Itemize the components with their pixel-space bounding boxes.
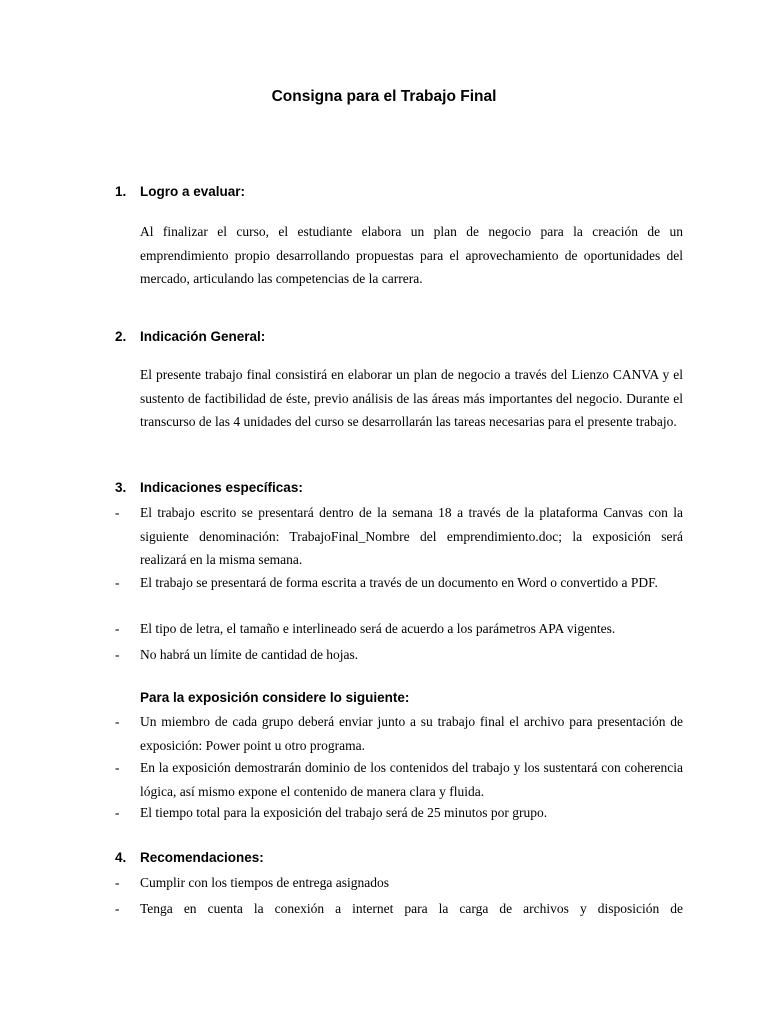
list-item-text: El trabajo se presentará de forma escrita a través de un documento en Word o convertido a PDF. [140, 575, 658, 590]
list-item-text: El tiempo total para la exposición del trabajo será de 25 minutos por grupo. [140, 805, 548, 820]
document-title: Consigna para el Trabajo Final [271, 88, 497, 105]
section-heading-indicacion-general [115, 329, 265, 344]
list-item-text: En la exposición demostrarán dominio de los contenidos del trabajo y los sustentará con coherencia lógica, así mismo expone el contenido de manera clara y fluida. [140, 760, 683, 799]
bullet-marker: - [115, 505, 120, 520]
section-heading-text: Indicaciones específicas: [140, 480, 303, 495]
section-heading-text: Logro a evaluar: [140, 184, 246, 199]
section-number: 4. [115, 850, 127, 865]
list-item-text: Tenga en cuenta la conexión a internet para la carga de archivos y disposición de [140, 901, 683, 916]
list-item [115, 871, 683, 895]
section-heading-text: Recomendaciones: [140, 850, 264, 865]
bullet-marker: - [115, 647, 120, 662]
list-item [115, 897, 683, 921]
subheading-exposicion: Para la exposición considere lo siguiente: [140, 690, 410, 705]
list-item-text: El tipo de letra, el tamaño e interlineado será de acuerdo a los parámetros APA vigentes. [140, 621, 616, 636]
bullet-marker: - [115, 714, 120, 729]
list-item [115, 756, 683, 803]
section-heading-logro [115, 184, 245, 199]
list-item [115, 571, 683, 595]
bullet-marker: - [115, 760, 120, 775]
section-number: 3. [115, 480, 127, 495]
section-number: 1. [115, 184, 127, 199]
paragraph-logro: Al finalizar el curso, el estudiante elabora un plan de negocio para la creación de un emprendimiento propio desarrollando propuestas para el aprovechamiento de oportunidades del mercado, articulando las competencias de la carrera. [140, 224, 683, 286]
bullet-marker: - [115, 901, 120, 916]
list-item [115, 617, 683, 641]
list-item [115, 643, 683, 667]
list-item-text: No habrá un límite de cantidad de hojas. [140, 647, 359, 662]
section-heading-recomendaciones [115, 850, 264, 865]
list-item [115, 801, 683, 825]
bullet-marker: - [115, 875, 120, 890]
section-heading-text: Indicación General: [140, 329, 266, 344]
list-item [115, 501, 683, 572]
list-item-text: Cumplir con los tiempos de entrega asignados [140, 875, 389, 890]
section-number: 2. [115, 329, 127, 344]
bullet-marker: - [115, 805, 120, 820]
section-heading-indicaciones-especificas [115, 480, 303, 495]
list-item-text: El trabajo escrito se presentará dentro de la semana 18 a través de la plataforma Canvas con la siguiente denominación: TrabajoFinal_Nombre del emprendimiento.doc; la exposición será realizará en la misma semana. [140, 505, 683, 567]
paragraph-indicacion-general: El presente trabajo final consistirá en elaborar un plan de negocio a través del Lienzo CANVA y el sustento de factibilidad de éste, previo análisis de las áreas más importantes del negocio. Durante el transcurso de las 4 unidades del curso se desarrollarán las tareas necesarias para el presente trabajo. [140, 367, 683, 429]
bullet-marker: - [115, 575, 120, 590]
list-item [115, 710, 683, 757]
bullet-marker: - [115, 621, 120, 636]
list-item-text: Un miembro de cada grupo deberá enviar junto a su trabajo final el archivo para presentación de exposición: Power point u otro programa. [140, 714, 683, 753]
